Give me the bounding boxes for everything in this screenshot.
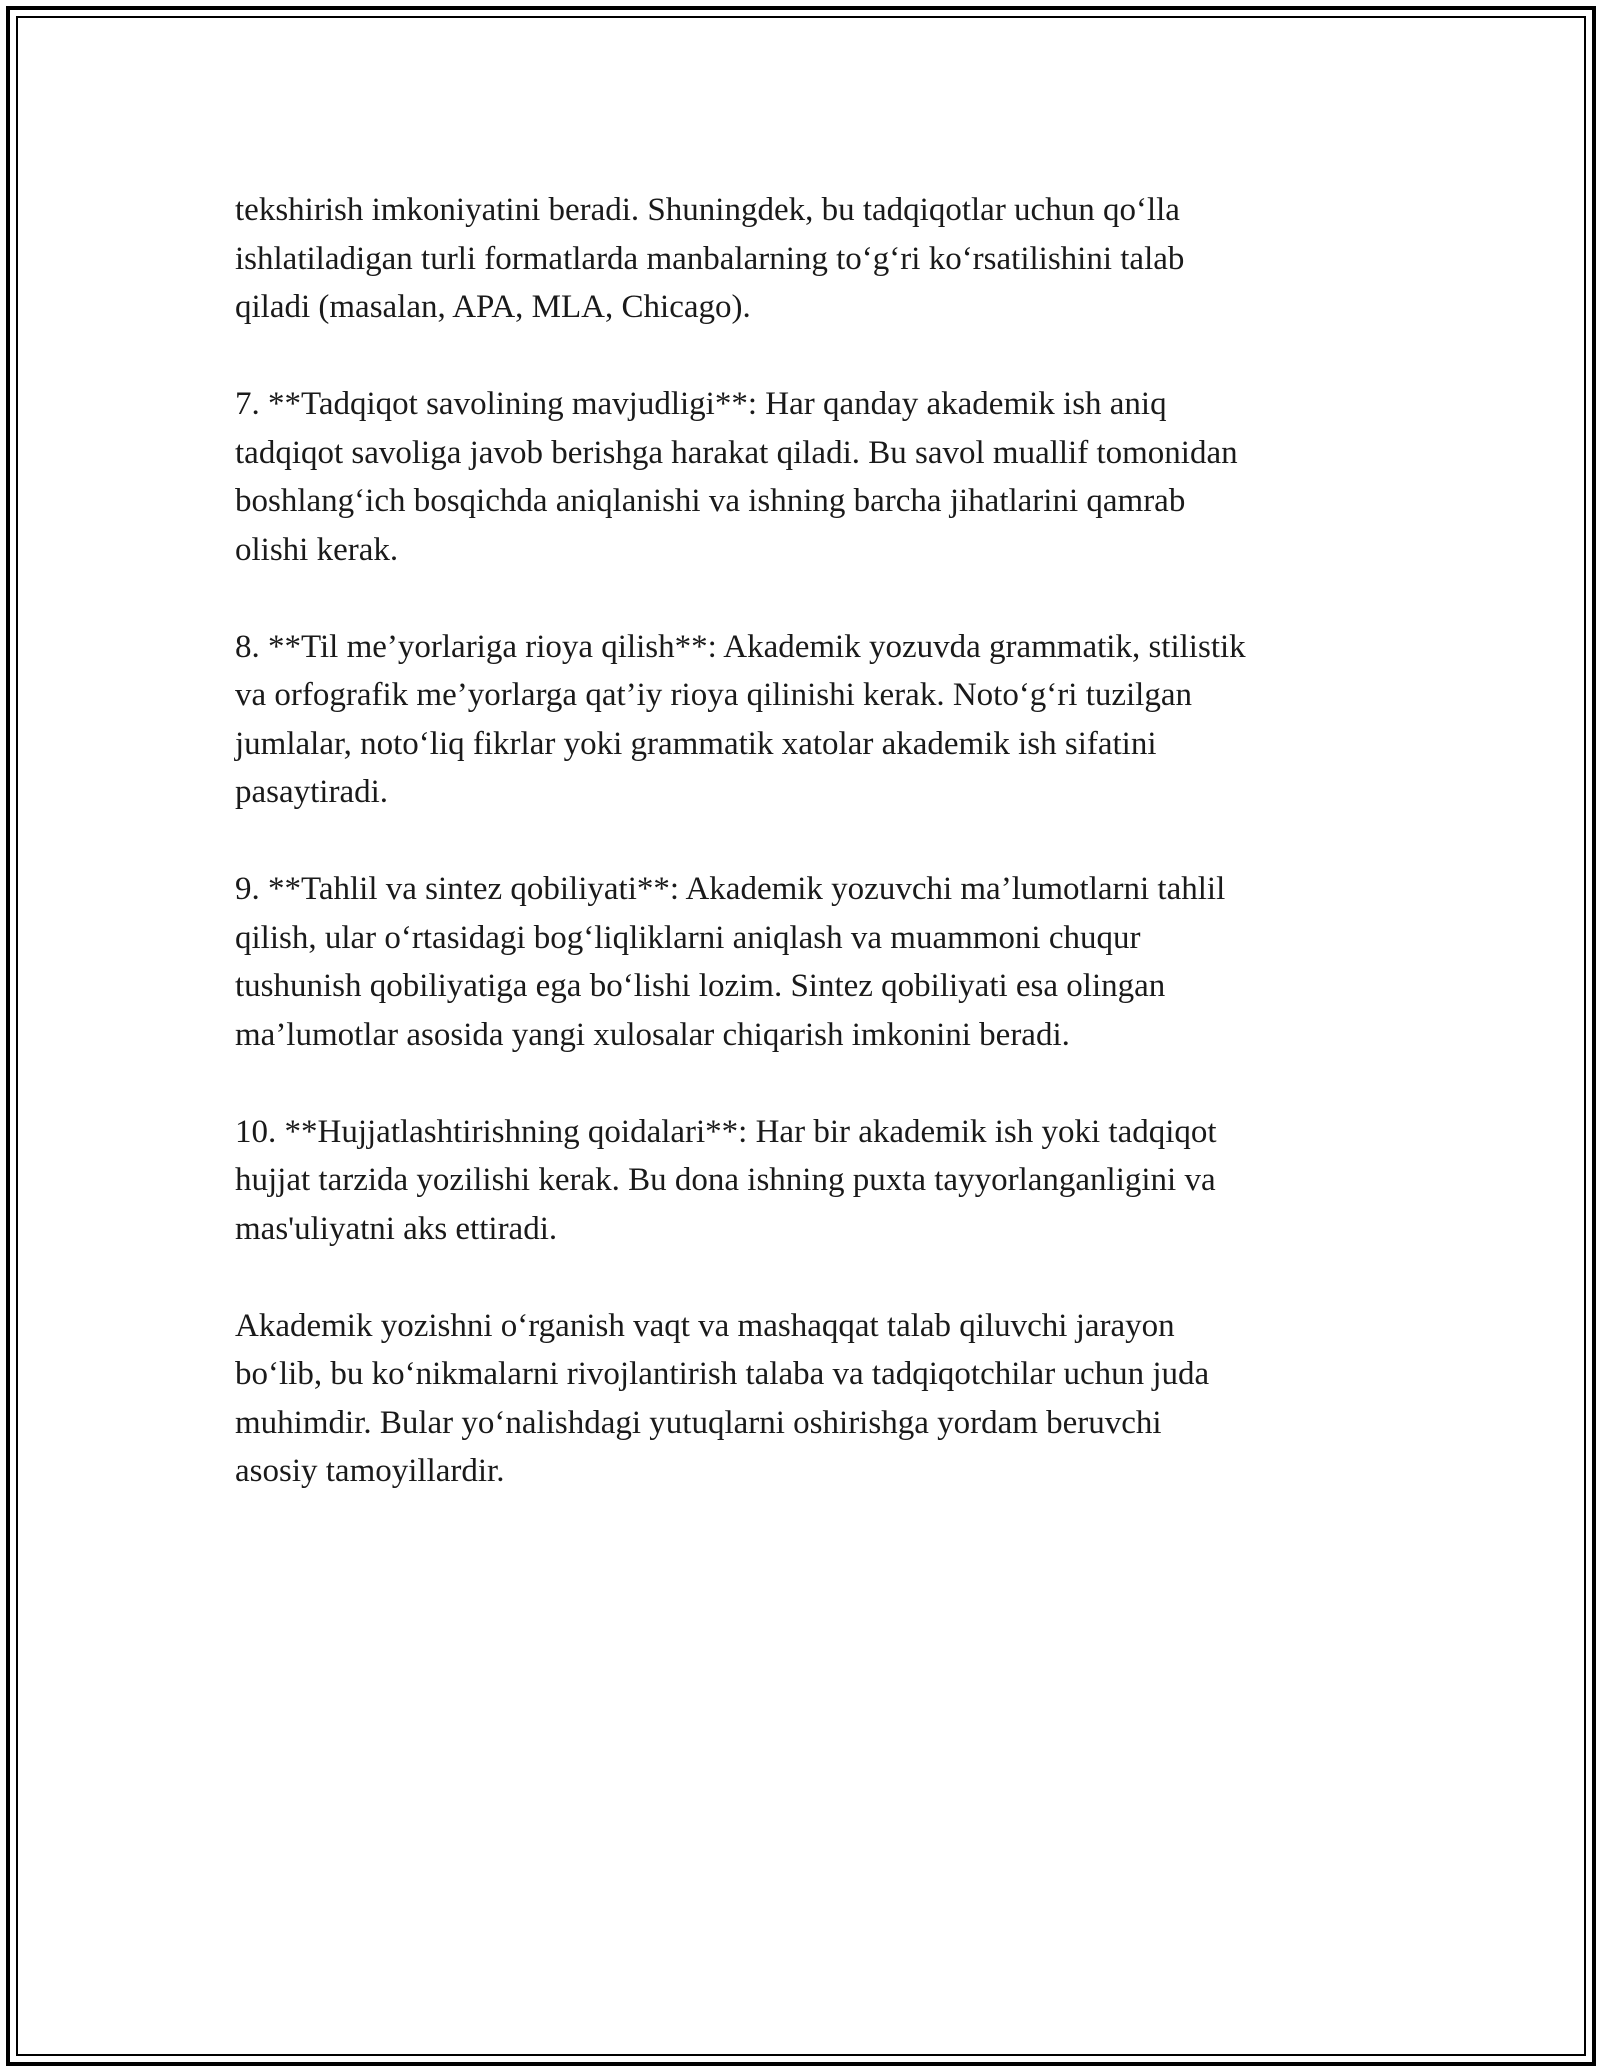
document-body <box>235 186 1385 1544</box>
paragraph-conclusion: Akademik yozishni o‘rganish vaqt va mashaqqat talab qiluvchi jarayon bo‘lib, bu ko‘nikmalarni rivojlantirish talaba va tadqiqotchilar uchun juda muhimdir. Bular yo‘nalishdagi yutuqlarni oshirishga yordam beruvchi asosiy tamoyillardir. <box>235 1307 1210 1489</box>
paragraph-item-9: 9. **Tahlil va sintez qobiliyati**: Akademik yozuvchi ma’lumotlarni tahlil qilish, ular o‘rtasidagi bog‘liqliklarni aniqlash va muammoni chuqur tushunish qobiliyatiga ega bo‘lishi lozim. Sintez qobiliyati esa olingan ma’lumotlar asosida yangi xulosalar chiqarish imkonini beradi. <box>235 871 1226 1053</box>
paragraph-item-10: 10. **Hujjatlashtirishning qoidalari**: Har bir akademik ish yoki tadqiqot hujjat tarzida yozilishi kerak. Bu dona ishning puxta tayyorlanganligini va mas'uliyatni aks ettiradi. <box>235 1113 1217 1247</box>
paragraph-item-8: 8. **Til me’yorlariga rioya qilish**: Akademik yozuvda grammatik, stilistik va orfografik me’yorlarga qat’iy rioya qilinishi kerak. Noto‘g‘ri tuzilgan jumlalar, noto‘liq fikrlar yoki grammatik xatolar akademik ish sifatini pasaytiradi. <box>235 628 1246 810</box>
paragraph-intro-continuation: tekshirish imkoniyatini beradi. Shuningdek, bu tadqiqotlar uchun qo‘lla ishlatiladigan turli formatlarda manbalarning to‘g‘ri ko‘rsatilishini talab qiladi (masalan, APA, MLA, Chicago). <box>235 192 1185 325</box>
paragraph-item-7: 7. **Tadqiqot savolining mavjudligi**: Har qanday akademik ish aniq tadqiqot savoliga javob berishga harakat qiladi. Bu savol muallif tomonidan boshlang‘ich bosqichda aniqlanishi va ishning barcha jihatlarini qamrab olishi kerak. <box>235 386 1238 568</box>
